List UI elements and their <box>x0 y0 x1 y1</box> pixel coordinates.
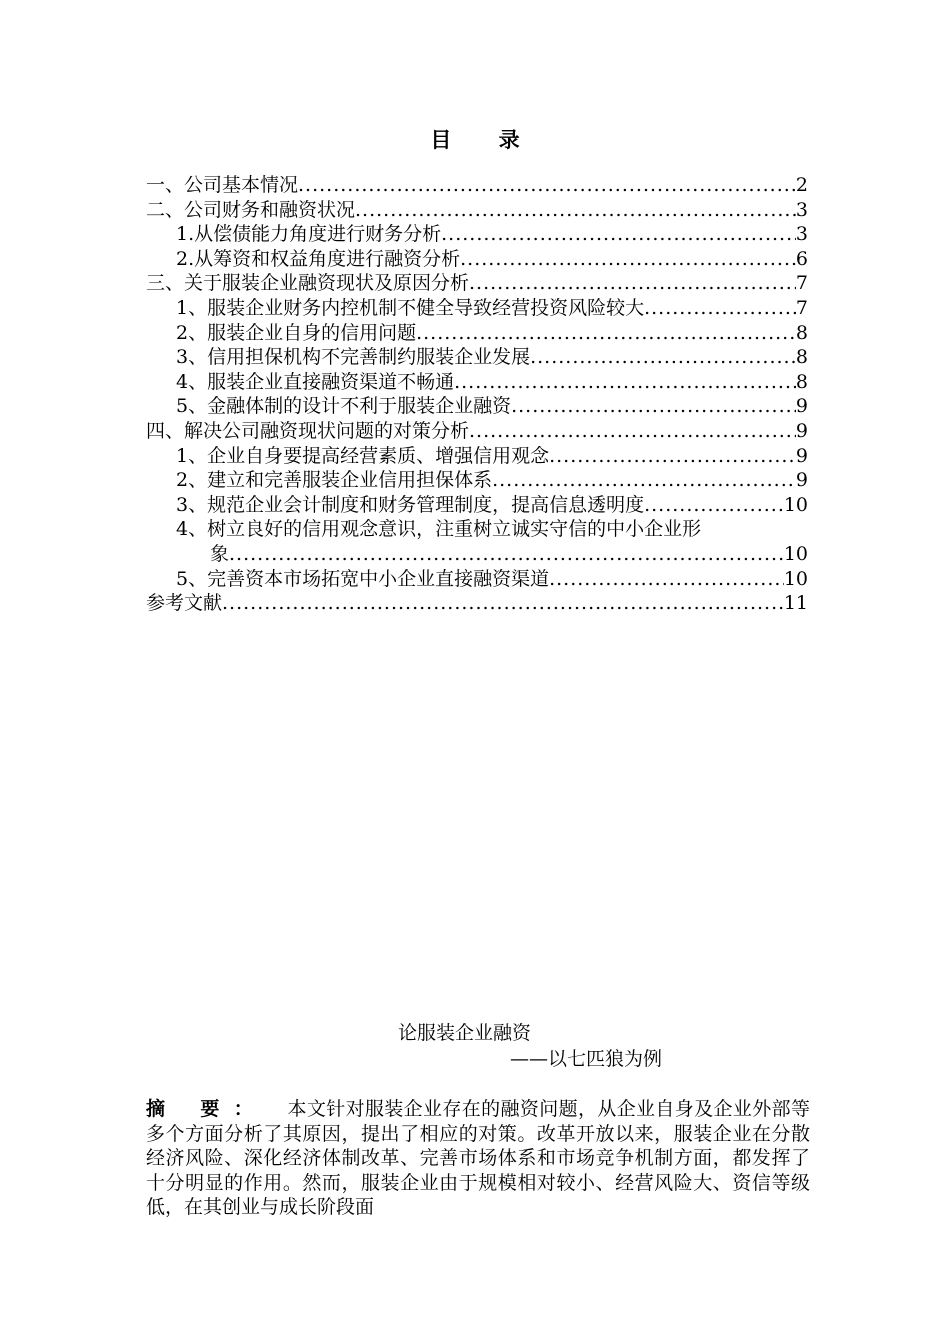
toc-entry[interactable] <box>146 271 808 296</box>
toc-entry-page: 7 <box>795 296 808 319</box>
toc-entry-text: 1、服装企业财务内控机制不健全导致经营投资风险较大 <box>176 296 645 319</box>
toc-entry-page: 6 <box>795 247 808 270</box>
toc-leader-dots <box>549 444 796 469</box>
toc-entry-page: 8 <box>795 370 808 393</box>
toc-entry-page: 10 <box>783 493 808 516</box>
toc-entry-text: 一、公司基本情况 <box>146 174 299 196</box>
toc-leader-dots <box>530 345 796 370</box>
toc-entry-text: 3、信用担保机构不完善制约服装企业发展 <box>176 346 531 369</box>
toc-entry-page: 8 <box>795 346 808 369</box>
toc-leader-dots <box>549 567 784 592</box>
toc-entry[interactable] <box>146 591 808 616</box>
toc-leader-dots <box>460 247 796 272</box>
toc-entry[interactable] <box>146 173 808 198</box>
toc-entry[interactable] <box>146 198 808 223</box>
toc-entry-wrapped[interactable] <box>146 517 808 566</box>
toc-entry-page: 9 <box>795 469 808 492</box>
toc-entry-text: 3、规范企业会计制度和财务管理制度，提高信息透明度 <box>176 493 645 516</box>
table-of-contents <box>146 173 808 616</box>
toc-entry-text: 二、公司财务和融资状况 <box>146 198 356 221</box>
toc-entry-text-line1: 4、树立良好的信用观念意识，注重树立诚实守信的中小企业形 <box>176 518 702 541</box>
toc-leader-dots <box>644 493 784 518</box>
toc-entry-page: 2 <box>795 174 808 196</box>
abstract-label: 摘 要： <box>146 1098 268 1120</box>
toc-entry[interactable] <box>146 370 808 395</box>
toc-leader-dots <box>469 419 796 444</box>
toc-entry[interactable] <box>146 247 808 272</box>
toc-entry-text: 三、关于服装企业融资现状及原因分析 <box>146 272 470 295</box>
toc-title: 目 录 <box>430 127 540 152</box>
toc-leader-dots <box>469 271 796 296</box>
toc-leader-dots <box>454 370 796 395</box>
toc-leader-dots <box>355 198 796 223</box>
paper-title: 论服装企业融资 <box>398 1022 532 1044</box>
toc-entry-text: 5、金融体制的设计不利于服装企业融资 <box>176 395 512 418</box>
toc-entry-text: 5、完善资本市场拓宽中小企业直接融资渠道 <box>176 567 550 590</box>
toc-leader-dots <box>222 591 784 616</box>
toc-entry-page: 9 <box>795 444 808 467</box>
toc-entry-page: 3 <box>795 198 808 221</box>
toc-entry-text: 参考文献 <box>146 592 223 615</box>
toc-leader-dots <box>644 296 796 321</box>
toc-entry-text: 2、服装企业自身的信用问题 <box>176 321 417 344</box>
toc-entry[interactable] <box>146 444 808 469</box>
toc-leader-dots <box>416 321 796 346</box>
toc-entry-text: 1.从偿债能力角度进行财务分析 <box>176 223 442 246</box>
toc-entry-text-line2: 象 <box>210 542 230 565</box>
toc-entry-page: 10 <box>783 542 808 565</box>
toc-leader-dots <box>492 468 796 493</box>
toc-entry[interactable] <box>146 321 808 346</box>
toc-entry-page: 9 <box>795 395 808 418</box>
toc-entry-text: 2、建立和完善服装企业信用担保体系 <box>176 469 493 492</box>
toc-leader-dots <box>441 222 796 247</box>
toc-entry[interactable] <box>146 394 808 419</box>
toc-entry[interactable] <box>146 222 808 247</box>
toc-entry[interactable] <box>146 493 808 518</box>
toc-entry[interactable] <box>146 567 808 592</box>
abstract-text: 本文针对服装企业存在的融资问题，从企业自身及企业外部等多个方面分析了其原因，提出了相应的对策。改革开放以来，服装企业在分散经济风险、深化经济体制改革、完善市场体系和市场竞争机制方面，都发挥了十分明显的作用。然而，服装企业由于规模相对较小、经营风险大、资信等级低，在其创业与成长阶段面 <box>146 1098 810 1218</box>
toc-entry[interactable] <box>146 419 808 444</box>
toc-entry-text: 1、企业自身要提高经营素质、增强信用观念 <box>176 444 550 467</box>
toc-entry-page: 11 <box>783 592 808 615</box>
toc-entry-text: 2.从筹资和权益角度进行融资分析 <box>176 247 461 270</box>
toc-entry-page: 3 <box>795 223 808 246</box>
toc-entry-page: 7 <box>795 272 808 295</box>
toc-entry-page: 10 <box>783 567 808 590</box>
toc-entry-text: 四、解决公司融资现状问题的对策分析 <box>146 419 470 442</box>
abstract-paragraph <box>146 1097 810 1220</box>
toc-entry[interactable] <box>146 296 808 321</box>
toc-entry-line2 <box>176 542 808 567</box>
paper-subtitle: ——以七匹狼为例 <box>510 1048 663 1070</box>
toc-leader-dots <box>298 173 796 198</box>
toc-entry[interactable] <box>146 345 808 370</box>
toc-leader-dots <box>511 394 796 419</box>
toc-entry[interactable] <box>146 468 808 493</box>
toc-entry-page: 9 <box>795 419 808 442</box>
toc-entry-page: 8 <box>795 321 808 344</box>
toc-entry-text: 4、服装企业直接融资渠道不畅通 <box>176 370 455 393</box>
toc-leader-dots <box>229 542 784 567</box>
